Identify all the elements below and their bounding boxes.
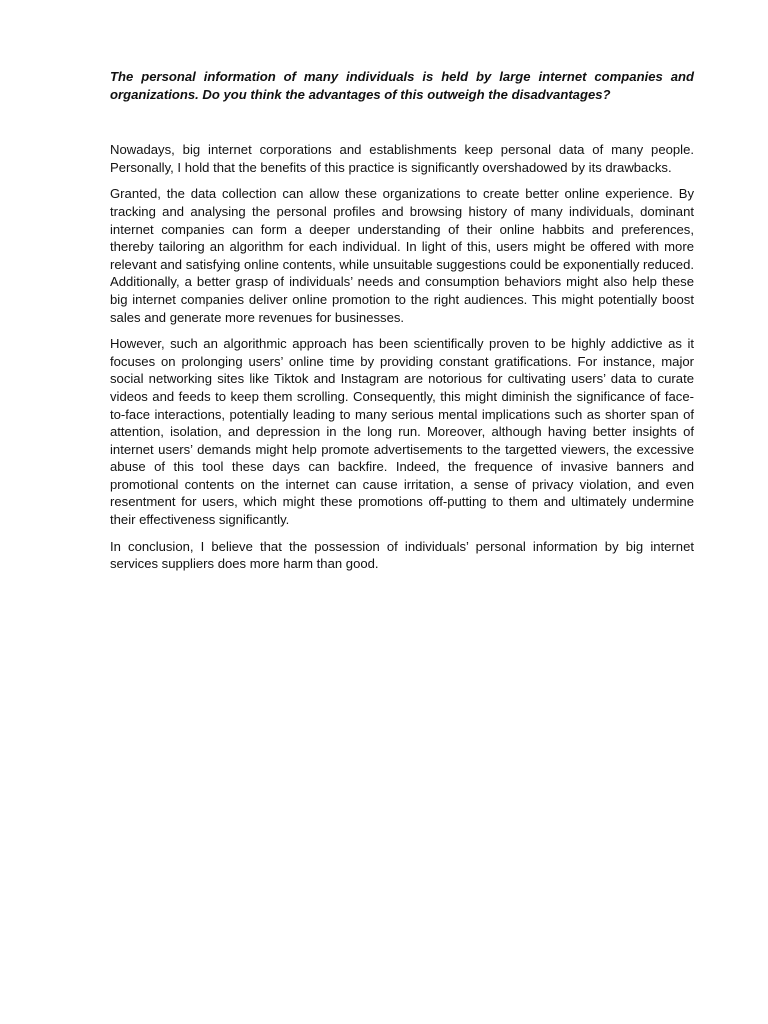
essay-paragraph-introduction: Nowadays, big internet corporations and establishments keep personal data of many people. Personally, I hold that the benefits of this practice is significantly overshadowed by its drawbacks. xyxy=(110,142,694,175)
essay-paragraph-conclusion: In conclusion, I believe that the possession of individuals’ personal information by big internet services suppliers does more harm than good. xyxy=(110,538,694,572)
essay-body xyxy=(110,141,694,573)
essay-paragraph-advantages: Granted, the data collection can allow these organizations to create better online experience. By tracking and analysing the personal profiles and browsing history of many individuals, dominant internet companies can form a deeper understanding of their online habbits and preferences, thereby tailoring an algorithm for each individual. In light of this, users might be offered with more relevant and satisfying online contents, while unsuitable suggestions could be exponentially reduced. Additionally, a better grasp of individuals’ needs and consumption behaviors might also help these big internet companies deliver online promotion to the right audiences. This might potentially boost sales and generate more revenues for businesses. xyxy=(110,186,694,325)
essay-prompt: The personal information of many individuals is held by large internet companies and organizations. Do you think the advantages of this outweigh the disadvantages? xyxy=(110,69,694,102)
document-page xyxy=(110,68,694,582)
essay-paragraph-disadvantages: However, such an algorithmic approach has been scientifically proven to be highly addictive as it focuses on prolonging users’ online time by providing constant gratifications. For instance, major social networking sites like Tiktok and Instagram are notorious for cultivating users’ data to curate videos and feeds to keep them scrolling. Consequently, this might diminish the significance of face-to-face interactions, potentially leading to many serious mental implications such as shorter span of attention, isolation, and depression in the long run. Moreover, although having better insights of internet users’ demands might help promote advertisements to the targetted viewers, the excessive abuse of this tool these days can backfire. Indeed, the frequence of invasive banners and promotional contents on the internet can cause irritation, a sense of privacy violation, and even resentment for users, which might these promotions off-putting to them and ultimately undermine their effectiveness significantly. xyxy=(110,336,694,528)
